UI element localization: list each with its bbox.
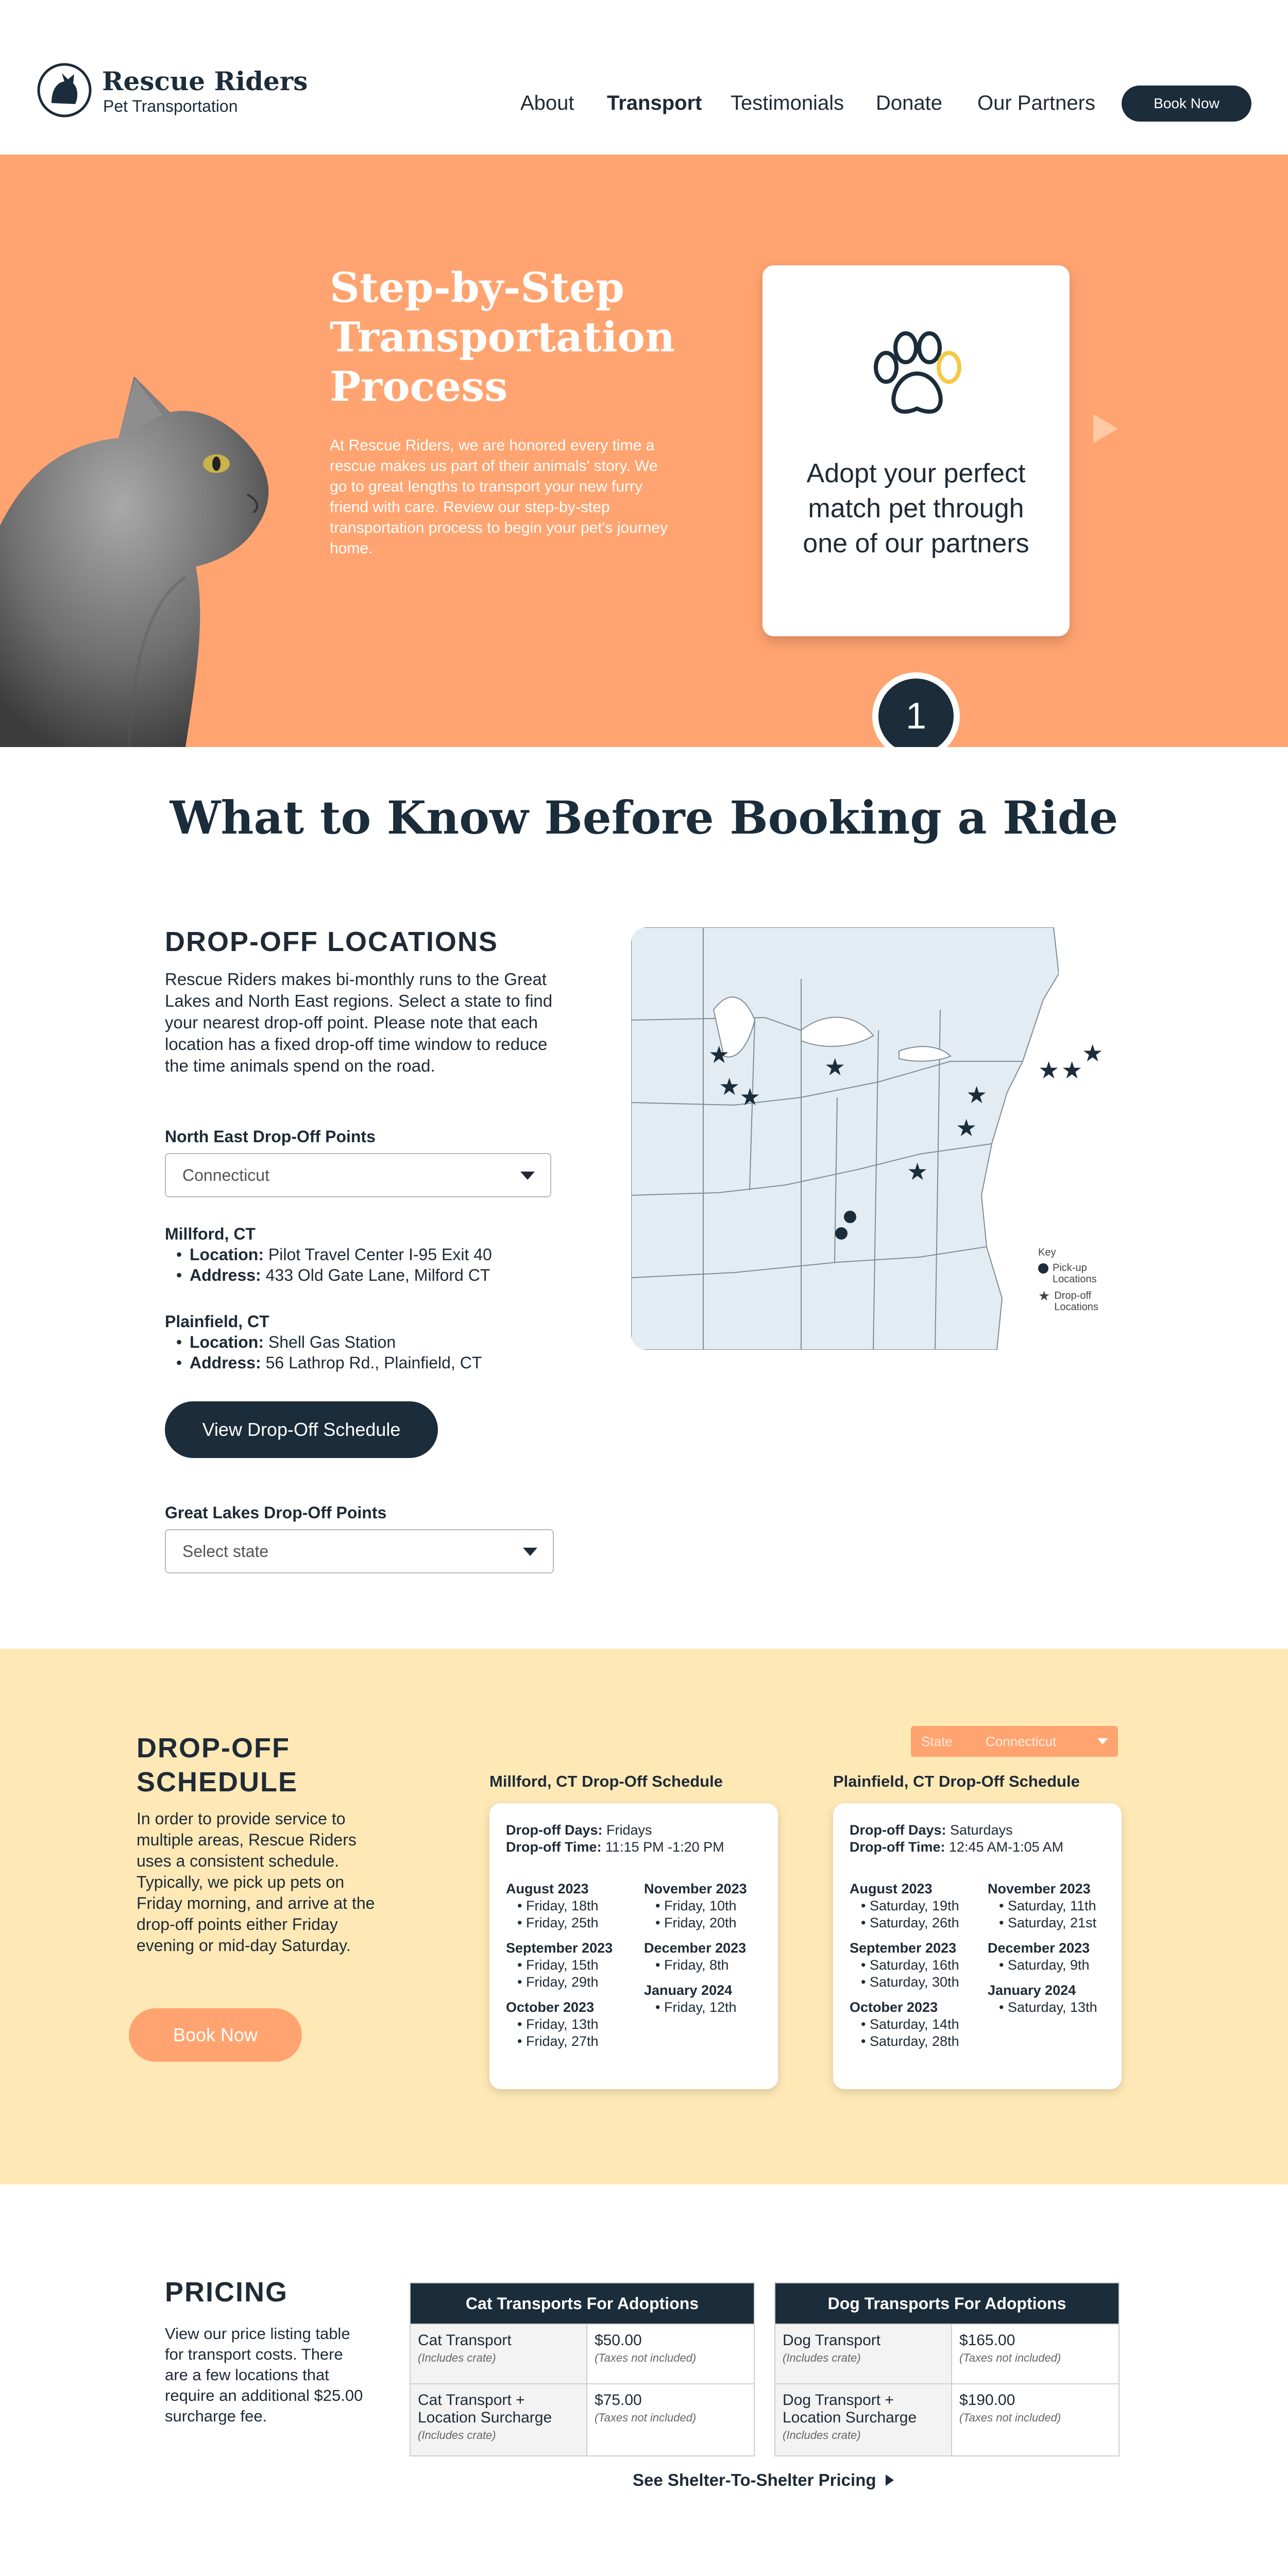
dropoff-star-icon[interactable]: ★: [719, 1073, 740, 1100]
booking-section-title: What to Know Before Booking a Ride: [170, 791, 1118, 844]
pickup-dot-icon[interactable]: [835, 1227, 848, 1240]
location-value: Pilot Travel Center I-95 Exit 40: [268, 1245, 492, 1264]
schedule-date: • Friday, 27th: [517, 2033, 599, 2049]
price-note: (Taxes not included): [594, 2351, 697, 2364]
dropoff-star-icon: ★: [1038, 1288, 1050, 1303]
nav-link-donate[interactable]: Donate: [876, 92, 942, 114]
northeast-label: North East Drop-Off Points: [165, 1127, 376, 1146]
price-row: [411, 2383, 754, 2455]
northeast-state-value: Connecticut: [182, 1165, 269, 1184]
hero-section: [0, 155, 1288, 747]
paw-icon: [866, 327, 969, 420]
price-table: [410, 2282, 755, 2456]
price-item-name: Dog Transport: [783, 2332, 881, 2349]
schedule-month-group: [850, 1880, 978, 1931]
dropoff-star-icon[interactable]: ★: [739, 1083, 761, 1110]
location-value: Shell Gas Station: [268, 1333, 396, 1351]
greatlakes-state-select[interactable]: [165, 1529, 554, 1573]
schedule-date: • Saturday, 21st: [999, 1915, 1097, 1930]
brand-name: Rescue Riders: [102, 66, 308, 96]
chevron-down-icon: [523, 1548, 537, 1556]
schedule-month-group: [850, 1940, 978, 1991]
schedule-month: September 2023: [506, 1940, 613, 1956]
dropoff-star-icon[interactable]: ★: [907, 1158, 928, 1185]
state-filter-label: State: [921, 1733, 953, 1749]
northeast-state-select[interactable]: [165, 1153, 551, 1197]
nav-link-about[interactable]: About: [520, 92, 574, 114]
schedule-month: January 2024: [644, 1982, 733, 1998]
step-card-text: Adopt your perfect match pet through one of our partners: [803, 459, 1029, 558]
schedule-month-group: [506, 1999, 635, 2050]
time-label: Drop-off Time:: [506, 1839, 602, 1855]
dropoff-map[interactable]: [631, 927, 1121, 1350]
schedule-date: • Saturday, 28th: [861, 2033, 959, 2049]
price-value: $165.00: [959, 2332, 1015, 2349]
schedule-month: December 2023: [644, 1940, 747, 1956]
price-item-name: Cat Transport: [418, 2332, 512, 2349]
hero-title: Step-by-Step Transportation Process: [330, 263, 675, 411]
price-table: [774, 2282, 1120, 2456]
schedule-card-title: Millford, CT Drop-Off Schedule: [489, 1772, 723, 1790]
price-table-title: Dog Transports For Adoptions: [775, 2283, 1118, 2324]
pricing-text: View our price listing table for transport costs. There are a few locations that require an additional $25.00 surcharge fee.: [165, 2325, 363, 2425]
address-label: Address:: [190, 1266, 261, 1284]
schedule-month-group: [850, 1999, 978, 2050]
view-schedule-button[interactable]: View Drop-Off Schedule: [165, 1401, 438, 1458]
address-value: 56 Lathrop Rd., Plainfield, CT: [265, 1353, 482, 1372]
schedule-month: November 2023: [644, 1881, 747, 1896]
pickup-dot-icon[interactable]: [844, 1211, 856, 1223]
chevron-right-icon: [886, 2475, 894, 2486]
greatlakes-placeholder: Select state: [182, 1541, 269, 1561]
schedule-date: • Friday, 13th: [517, 2016, 599, 2032]
site-header: [0, 0, 1288, 155]
time-label: Drop-off Time:: [850, 1839, 945, 1855]
schedule-text: In order to provide service to multiple areas, Rescue Riders uses a consistent schedule. Typically, we pick up pets on Friday morning, and arrive at the drop-off points either Friday evening or mid-day Saturday.: [137, 1809, 375, 1955]
price-note: (Taxes not included): [959, 2351, 1061, 2364]
location-plainfield: [165, 1311, 577, 1373]
schedule-date: • Friday, 15th: [517, 1957, 599, 1973]
schedule-date: • Saturday, 16th: [861, 1957, 959, 1973]
location-city: Millford, CT: [165, 1225, 256, 1243]
shelter-pricing-link-text: See Shelter-To-Shelter Pricing: [633, 2470, 876, 2489]
days-value: Saturdays: [950, 1822, 1013, 1838]
schedule-date: • Saturday, 19th: [861, 1898, 959, 1913]
days-value: Fridays: [606, 1822, 652, 1838]
schedule-card: [833, 1803, 1122, 2089]
pickup-dot-icon: [1038, 1263, 1048, 1274]
schedule-card-title: Plainfield, CT Drop-Off Schedule: [833, 1772, 1080, 1790]
price-item-note: (Includes crate): [783, 2429, 861, 2442]
price-value: $75.00: [594, 2392, 642, 2409]
schedule-book-now-button[interactable]: Book Now: [129, 2008, 302, 2062]
map-key-dropoff: Drop-off Locations: [1054, 1290, 1098, 1313]
greatlakes-label: Great Lakes Drop-Off Points: [165, 1503, 387, 1522]
schedule-month-group: [506, 1940, 635, 1991]
schedule-month: September 2023: [850, 1940, 957, 1956]
schedule-month: January 2024: [988, 1982, 1076, 1998]
price-item-note: (Includes crate): [418, 2351, 496, 2364]
dropoff-star-icon[interactable]: ★: [966, 1081, 988, 1108]
dropoff-heading: DROP-OFF LOCATIONS: [165, 926, 498, 957]
price-note: (Taxes not included): [959, 2411, 1061, 2424]
price-row: [775, 2383, 1118, 2455]
cat-photo: [0, 309, 289, 747]
days-label: Drop-off Days:: [506, 1822, 603, 1838]
dropoff-star-icon[interactable]: ★: [824, 1054, 846, 1080]
price-note: (Taxes not included): [594, 2411, 697, 2424]
chevron-down-icon: [1097, 1738, 1108, 1744]
dropoff-star-icon[interactable]: ★: [708, 1041, 730, 1068]
price-row: [775, 2324, 1118, 2383]
price-item-name: Cat Transport + Location Surcharge: [418, 2392, 552, 2426]
schedule-month-group: [644, 1982, 773, 2016]
schedule-heading: DROP-OFF SCHEDULE: [137, 1733, 298, 1798]
header-book-now-button[interactable]: Book Now: [1122, 86, 1251, 122]
brand-tagline: Pet Transportation: [103, 97, 238, 115]
nav-link-testimonials[interactable]: Testimonials: [731, 92, 844, 114]
price-item-note: (Includes crate): [783, 2351, 861, 2364]
dropoff-star-icon[interactable]: ★: [956, 1114, 977, 1141]
dropoff-star-icon[interactable]: ★: [1082, 1040, 1104, 1066]
location-millford: [165, 1224, 577, 1285]
dropoff-star-icon[interactable]: ★: [1061, 1057, 1083, 1083]
state-filter[interactable]: [911, 1726, 1118, 1757]
price-row: [411, 2324, 754, 2383]
price-value: $190.00: [959, 2392, 1015, 2409]
dropoff-text: Rescue Riders makes bi-monthly runs to the Great Lakes and North East regions. Select a state to find your nearest drop-off point. Please note that each location has a fixed drop-off time window to reduce the time animals spend on the road.: [165, 970, 553, 1075]
chevron-down-icon: [520, 1172, 535, 1180]
dropoff-star-icon[interactable]: ★: [1038, 1057, 1060, 1083]
schedule-date: • Saturday, 13th: [999, 1999, 1097, 2015]
schedule-date: • Friday, 29th: [517, 1974, 599, 1990]
schedule-date: • Friday, 12th: [655, 1999, 737, 2015]
logo[interactable]: [36, 62, 314, 124]
map-key: [1038, 1247, 1115, 1313]
schedule-month-group: [988, 1982, 1116, 2016]
price-value: $50.00: [594, 2332, 642, 2349]
cat-logo-icon: [36, 62, 93, 118]
schedule-date: • Saturday, 14th: [861, 2016, 959, 2032]
schedule-date: • Saturday, 11th: [999, 1898, 1096, 1913]
address-label: Address:: [190, 1353, 261, 1372]
days-label: Drop-off Days:: [850, 1822, 946, 1838]
location-label: Location:: [190, 1245, 264, 1264]
nav-link-transport[interactable]: Transport: [607, 92, 702, 114]
schedule-month: October 2023: [506, 1999, 595, 2015]
schedule-month-group: [644, 1880, 773, 1931]
map-key-title: Key: [1038, 1247, 1056, 1258]
schedule-month: August 2023: [506, 1881, 589, 1896]
carousel-next-icon[interactable]: [1091, 412, 1120, 445]
shelter-pricing-link[interactable]: [633, 2470, 894, 2490]
pricing-heading: PRICING: [165, 2277, 289, 2308]
schedule-month: August 2023: [850, 1881, 933, 1896]
step-number: 1: [872, 672, 960, 747]
schedule-date: • Saturday, 9th: [999, 1957, 1090, 1973]
time-value: 11:15 PM -1:20 PM: [605, 1839, 724, 1855]
price-table-title: Cat Transports For Adoptions: [411, 2283, 754, 2324]
location-label: Location:: [190, 1333, 264, 1351]
price-item-name: Dog Transport + Location Surcharge: [783, 2392, 917, 2426]
schedule-date: • Friday, 20th: [655, 1915, 737, 1930]
price-item-note: (Includes crate): [418, 2429, 496, 2442]
schedule-card: [489, 1803, 778, 2089]
time-value: 12:45 AM-1:05 AM: [949, 1839, 1064, 1855]
step-card: [762, 265, 1070, 737]
schedule-date: • Friday, 8th: [655, 1957, 729, 1973]
state-filter-value: Connecticut: [986, 1733, 1057, 1749]
schedule-month: December 2023: [988, 1940, 1090, 1956]
location-city: Plainfield, CT: [165, 1312, 269, 1331]
schedule-month-group: [988, 1940, 1116, 1974]
schedule-date: • Saturday, 26th: [861, 1915, 959, 1930]
schedule-date: • Friday, 10th: [655, 1898, 737, 1913]
schedule-date: • Friday, 25th: [517, 1915, 599, 1930]
address-value: 433 Old Gate Lane, Milford CT: [265, 1266, 490, 1284]
schedule-date: • Friday, 18th: [517, 1898, 599, 1913]
hero-text: At Rescue Riders, we are honored every time a rescue makes us part of their animals' story. We go to great lengths to transport your new furry friend with care. Review our step-by-step transportation process to begin your pet's journey home.: [330, 437, 668, 557]
map-key-pickup: Pick-up Locations: [1053, 1262, 1097, 1285]
schedule-month: October 2023: [850, 1999, 938, 2015]
schedule-month-group: [506, 1880, 635, 1931]
schedule-month-group: [644, 1940, 773, 1974]
nav-link-our-partners[interactable]: Our Partners: [977, 92, 1095, 114]
schedule-month: November 2023: [988, 1881, 1091, 1896]
schedule-date: • Saturday, 30th: [861, 1974, 959, 1990]
schedule-month-group: [988, 1880, 1116, 1931]
